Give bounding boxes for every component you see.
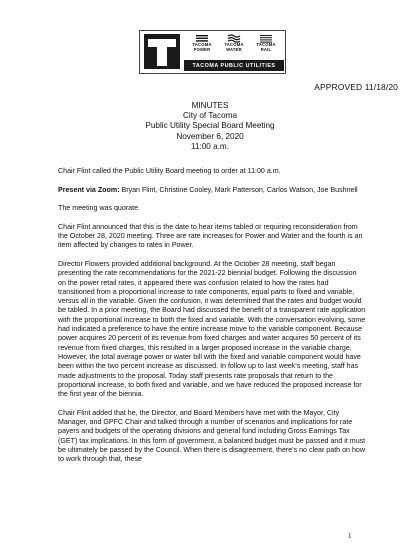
paragraph-chair-comments: Chair Flint added that he, the Director, and Board Members have met with the Mayor, City Manager, and GPFC Chair and talked through a number of scenarios and implications for rate payers and budgets of the operating divisions and general fund including Gross Earnings Tax (GET) tax implications. In this form of government, a balanced budget must be passed and it must be ultimately be passed by the Council. When there is disagreement, there's no clear path on how to work through that, these: [58, 408, 366, 464]
division-power: [186, 34, 218, 58]
paragraph-quorum: The meeting was quorate.: [58, 204, 141, 213]
logo-bar-text: TACOMA PUBLIC UTILITIES: [184, 60, 284, 71]
paragraph-background: Director Flowers provided additional background. At the October 28 meeting, staff began presenting the rate recommendations for the 2021-22 biennial budget. Following the discussion on the power retail rates, it appeared there was confusion related to how the rates had transitioned from a proportional increase to rate components, equal parts to fixed and variable, versus all in the variable. Given the confusion, it was determined that the rates and budget would be tabled. In a prior meeting, the Board had discussed the benefit of a transparent rate application with the proportional increase to both the fixed and variable. With the conversation evolving, some had indicated a preference to have the entire increase move to the variable component. Because power acquires 20 percent of its revenue from fixed charges and water acquires 50 percent of its revenue from fixed charges, this resulted in a larger proposed increase in the variable charge. However, the total average power or water bill with the fixed and variable component would have been within the two percent increase as discussed. In follow up to last week's meeting, staff has made adjustments to the proposal. Today staff presents rate proposals that return to the proportional increase, to both fixed and variable, and we have reduced the proposed increase for the first year of the biennia.: [58, 259, 366, 399]
paragraph-call-to-order: Chair Flint called the Public Utility Board meeting to order at 11:00 a.m.: [58, 167, 281, 175]
minutes-title: MINUTES: [191, 101, 229, 110]
present-label: Present via Zoom:: [58, 185, 120, 194]
division-rail: [250, 34, 282, 58]
tacoma-public-utilities-logo: [139, 30, 286, 74]
paragraph-present: [58, 186, 366, 195]
division-water: [218, 34, 250, 58]
division-power-line2: POWER: [193, 46, 211, 52]
division-list: [186, 34, 282, 58]
page-number: 1: [348, 532, 352, 540]
t-mark-icon: [144, 34, 180, 69]
paragraph-announcement: Chair Flint announced that this is the date to hear items tabled or requiring reconsideration from the October 28, 2020 meeting. Three are rate increases for Power and Water and the fourth is an item affected by changes to rates in Power.: [58, 222, 363, 250]
city-name: City of Tacoma: [183, 111, 237, 121]
minutes-body: [58, 167, 366, 474]
present-names: Bryan Flint, Christine Cooley, Mark Patterson, Carlos Watson, Joe Bushnell: [119, 185, 358, 194]
division-power-line1: TACOMA: [192, 42, 212, 47]
division-rail-line1: TACOMA: [256, 42, 276, 47]
approved-stamp: APPROVED 11/18/20: [314, 82, 398, 92]
meeting-name: Public Utility Special Board Meeting: [145, 121, 275, 131]
meeting-date: November 6, 2020: [176, 131, 244, 141]
division-rail-line2: RAIL: [260, 46, 272, 52]
meeting-time: 11:00 a.m.: [190, 141, 230, 151]
minutes-header: [0, 101, 420, 152]
t-letter-icon: [147, 37, 177, 67]
division-water-line2: WATER: [226, 46, 242, 52]
division-water-line1: TACOMA: [224, 42, 244, 47]
